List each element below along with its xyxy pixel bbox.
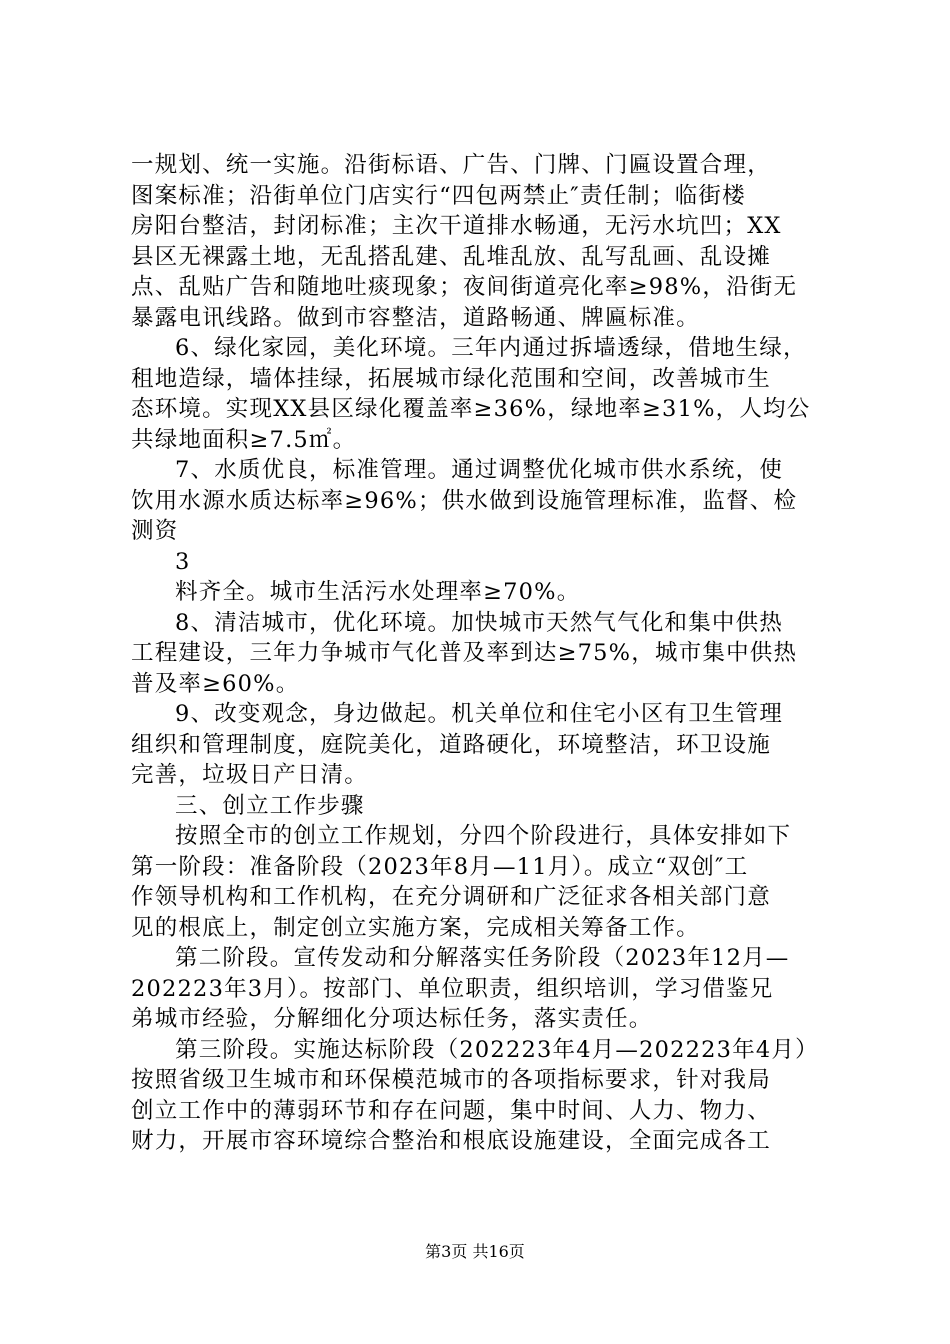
paragraph-line: 创立工作中的薄弱环节和存在问题，集中时间、人力、物力、 — [131, 1097, 771, 1124]
paragraph-line: 见的根底上，制定创立实施方案，完成相关筹备工作。 — [131, 914, 700, 941]
paragraph-line: 房阳台整洁，封闭标准；主次干道排水畅通，无污水坑凹；XX — [131, 213, 782, 239]
paragraph-line: 第三阶段。实施达标阶段（202223年4月—202223年4月） — [175, 1036, 819, 1063]
paragraph-line: 8、清洁城市，优化环境。加快城市天然气气化和集中供热 — [175, 609, 784, 636]
paragraph-line: 第二阶段。宣传发动和分解落实任务阶段（2023年12月— — [175, 945, 790, 971]
paragraph-line: 财力，开展市容环境综合整治和根底设施建设，全面完成各工 — [131, 1128, 771, 1154]
paragraph-line: 7、水质优良，标准管理。通过调整优化城市供水系统，使 — [175, 457, 784, 483]
paragraph-line: 饮用水源水质达标率≥96%；供水做到设施管理标准，监督、检 — [131, 487, 798, 514]
page-footer: 第3页 共16页 — [425, 1242, 525, 1261]
paragraph-line: 料齐全。城市生活污水处理率≥70%。 — [175, 579, 581, 605]
paragraph-line: 测资 — [131, 518, 179, 544]
paragraph-line: 一规划、统一实施。沿街标语、广告、门牌、门匾设置合理， — [131, 152, 771, 178]
section-heading: 三、创立工作步骤 — [175, 792, 365, 819]
paragraph-line: 按照省级卫生城市和环保模范城市的各项指标要求，针对我局 — [131, 1067, 771, 1093]
paragraph-line: 第一阶段：准备阶段（2023年8月—11月）。成立“双创″工 — [131, 853, 749, 880]
paragraph-line: 态环境。实现XX县区绿化覆盖率≥36%，绿地率≥31%，人均公 — [131, 396, 811, 422]
paragraph-line: 9、改变观念，身边做起。机关单位和住宅小区有卫生管理 — [175, 701, 784, 727]
paragraph-line: 普及率≥60%。 — [131, 670, 300, 697]
paragraph-line: 作领导机构和工作机构，在充分调研和广泛征求各相关部门意 — [131, 884, 771, 910]
paragraph-line: 按照全市的创立工作规划，分四个阶段进行，具体安排如下 — [175, 823, 792, 849]
paragraph-line: 图案标准；沿街单位门店实行“四包两禁止″责任制；临街楼 — [131, 182, 746, 209]
paragraph-line: 弟城市经验，分解细化分项达标任务，落实责任。 — [131, 1006, 653, 1032]
paragraph-line: 县区无裸露土地，无乱搭乱建、乱堆乱放、乱写乱画、乱设摊 — [131, 243, 771, 270]
paragraph-line: 完善，垃圾日产日清。 — [131, 762, 369, 788]
paragraph-line: 租地造绿，墙体挂绿，拓展城市绿化范围和空间，改善城市生 — [131, 365, 771, 392]
paragraph-line: 点、乱贴广告和随地吐痰现象；夜间街道亮化率≥98%，沿街无 — [131, 274, 798, 300]
paragraph-line: 工程建设，三年力争城市气化普及率到达≥75%，城市集中供热 — [131, 640, 798, 666]
paragraph-line: 6、绿化家园，美化环境。三年内通过拆墙透绿，借地生绿， — [175, 335, 807, 361]
document-body — [131, 150, 831, 1157]
inline-page-number: 3 — [175, 548, 190, 575]
paragraph-line: 组织和管理制度，庭院美化，道路硬化，环境整洁，环卫设施 — [131, 731, 771, 758]
paragraph-line: 暴露电讯线路。做到市容整洁，道路畅通、牌匾标准。 — [131, 304, 700, 331]
paragraph-line: 202223年3月）。按部门、单位职责，组织培训，学习借鉴兄 — [131, 975, 774, 1002]
paragraph-line: 共绿地面积≥7.5㎡。 — [131, 426, 357, 453]
